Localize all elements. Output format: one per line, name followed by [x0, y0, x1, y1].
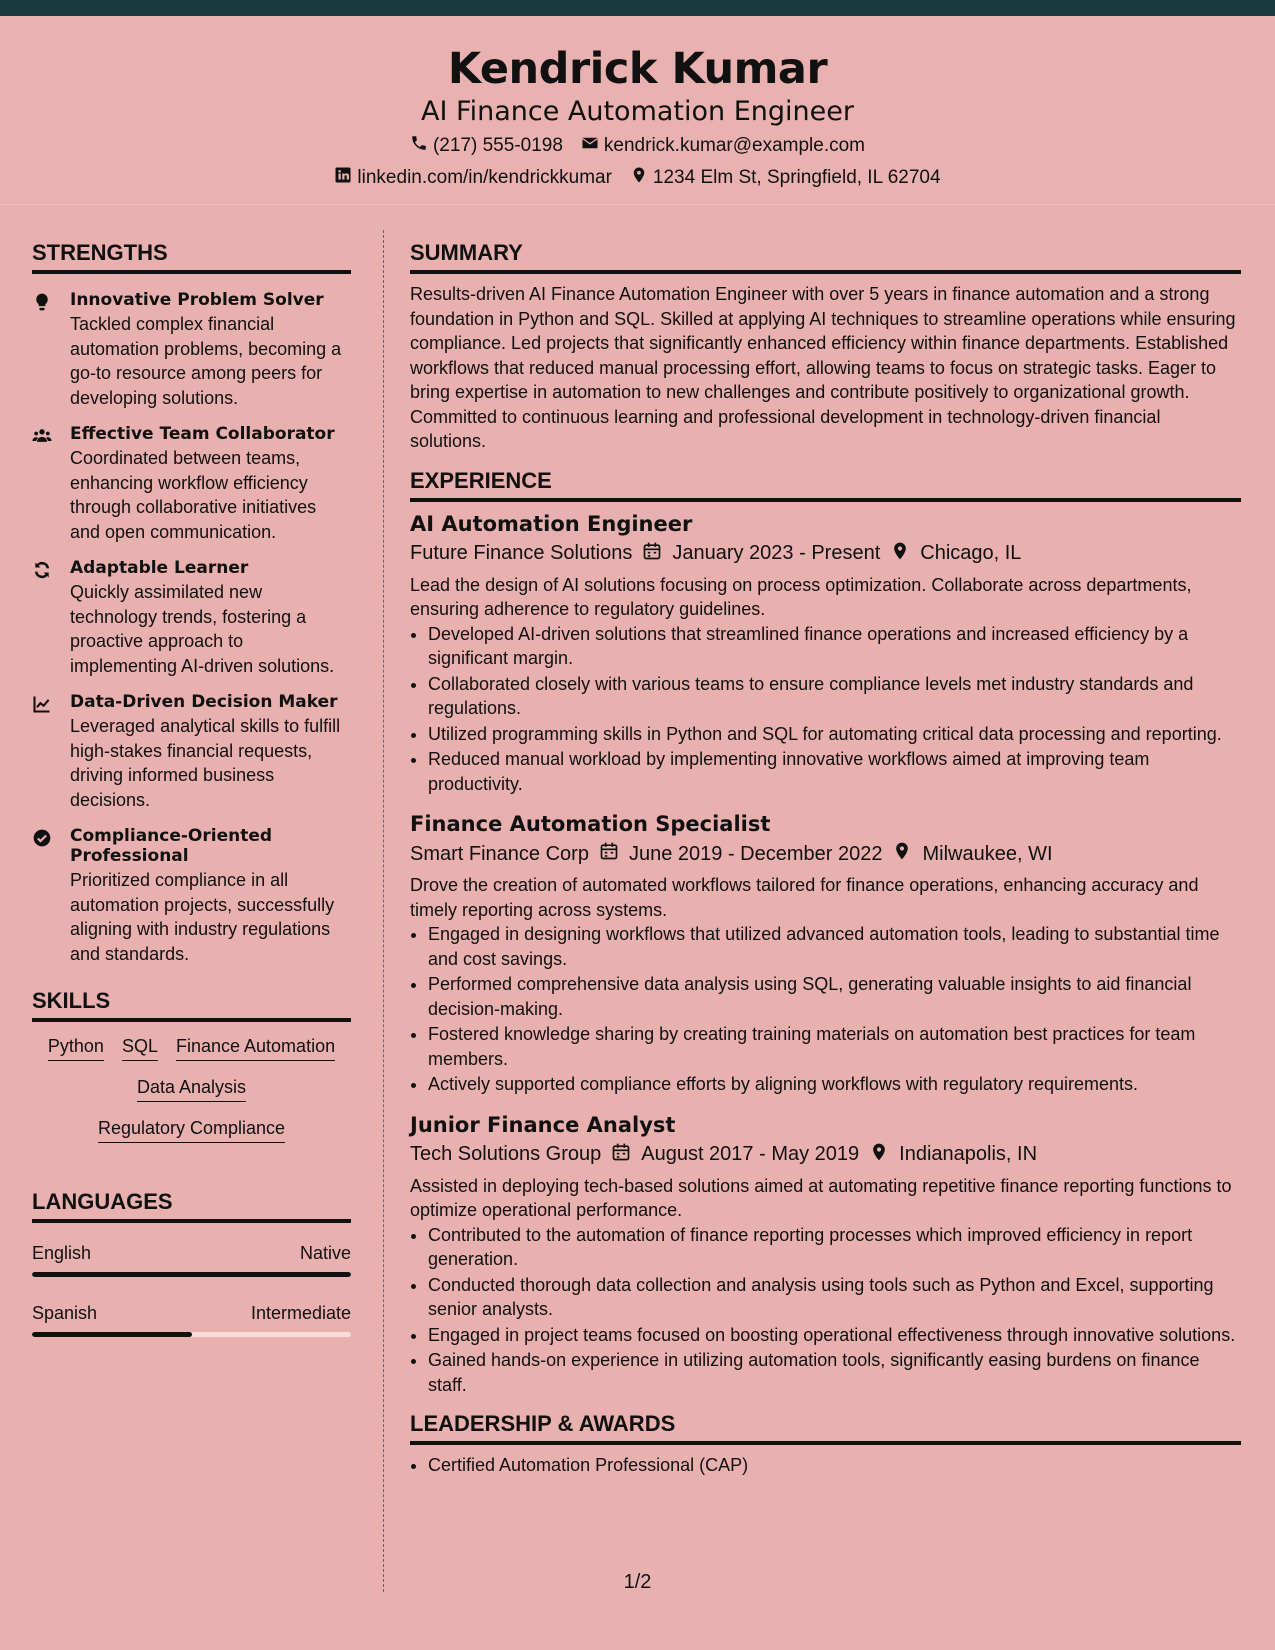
awards-list — [410, 1453, 1241, 1478]
company-name: Tech Solutions Group — [410, 1143, 602, 1165]
strength-title: Adaptable Learner — [70, 558, 249, 578]
strength-text: Quickly assimilated new technology trends, fostering a proactive approach to implementing AI-driven solutions. — [70, 582, 335, 676]
job-entry — [410, 1111, 1241, 1398]
experience-heading: EXPERIENCE — [410, 468, 1241, 502]
job-description: Lead the design of AI solutions focusing on process optimization. Collaborate across departments, ensuring adherence to regulatory guidelines. — [410, 574, 1192, 619]
map-pin-icon — [890, 541, 910, 567]
map-pin-icon — [869, 1142, 889, 1168]
resume-header — [0, 16, 1275, 205]
skill-tag: SQL — [122, 1036, 158, 1061]
phone-contact — [410, 134, 563, 158]
awards-heading: LEADERSHIP & AWARDS — [410, 1411, 1241, 1445]
calendar-icon — [611, 1142, 631, 1168]
job-entry — [410, 510, 1241, 797]
address-text: 1234 Elm St, Springfield, IL 62704 — [652, 167, 941, 188]
strength-title: Compliance-Oriented Professional — [70, 826, 273, 866]
strength-text: Leveraged analytical skills to fulfill high-stakes financial requests, driving informed business decisions. — [70, 716, 341, 810]
job-entry — [410, 810, 1241, 1097]
strength-item — [32, 692, 351, 812]
list-item: • Developed AI-driven solutions that streamlined finance operations and increased efficiency by a significant margin. — [428, 622, 1241, 671]
job-meta — [410, 841, 1241, 867]
language-name: English — [32, 1243, 92, 1263]
top-color-bar — [0, 0, 1275, 16]
strength-text: Tackled complex financial automation problems, becoming a go-to resource among peers for developing solutions. — [70, 314, 342, 408]
company-name: Future Finance Solutions — [410, 542, 633, 564]
proficiency-fill — [32, 1332, 192, 1337]
list-item: • Engaged in project teams focused on boosting operational effectiveness through innovative solutions. — [428, 1323, 1241, 1348]
list-item: • Utilized programming skills in Python and SQL for automating critical data processing and reporting. — [428, 722, 1241, 747]
candidate-name: Kendrick Kumar — [447, 44, 828, 94]
envelope-icon — [581, 134, 599, 158]
phone-text: (217) 555-0198 — [432, 135, 563, 156]
users-icon — [32, 424, 56, 544]
refresh-icon — [32, 558, 56, 678]
check-circle-icon — [32, 826, 56, 966]
job-bullets — [410, 922, 1241, 1097]
skill-tag: Regulatory Compliance — [98, 1118, 285, 1143]
contact-row-1 — [0, 134, 1275, 158]
awards-section — [410, 1411, 1241, 1478]
map-pin-icon — [892, 841, 912, 867]
job-title: Junior Finance Analyst — [410, 1112, 676, 1137]
language-item — [32, 1303, 351, 1337]
list-item: • Fostered knowledge sharing by creating training materials on automation best practices for team members. — [428, 1022, 1241, 1071]
linkedin-icon — [334, 166, 352, 190]
language-level: Native — [299, 1243, 351, 1263]
summary-text: Results-driven AI Finance Automation Engineer with over 5 years in finance automation and a strong foundation in Python and SQL. Skilled at applying AI techniques to streamline operations while ensuring compliance. Led projects that significantly enhanced efficiency within finance departments. Established workflows that reduced manual processing effort, allowing teams to focus on strategic tasks. Eager to bring expertise in automation to new challenges and contribute positively to organizational growth. Committed to continuous learning and professional development in technology-driven financial solutions. — [410, 284, 1236, 451]
language-item — [32, 1243, 351, 1277]
candidate-title: AI Finance Automation Engineer — [421, 96, 854, 127]
language-level: Intermediate — [250, 1303, 351, 1323]
page-number: 1/2 — [623, 1571, 652, 1593]
list-item: • Gained hands-on experience in utilizing automation tools, significantly easing burdens on finance staff. — [428, 1348, 1241, 1397]
job-bullets — [410, 622, 1241, 797]
list-item: • Certified Automation Professional (CAP) — [428, 1453, 1241, 1478]
calendar-icon — [642, 541, 662, 567]
strength-item — [32, 424, 351, 544]
proficiency-fill — [32, 1272, 351, 1277]
line-chart-icon — [32, 692, 56, 812]
strength-title: Innovative Problem Solver — [70, 290, 324, 310]
right-column — [410, 240, 1241, 1478]
job-location: Milwaukee, WI — [922, 842, 1053, 865]
language-name: Spanish — [32, 1303, 98, 1323]
list-item: • Reduced manual workload by implementing innovative workflows aimed at improving team productivity. — [428, 747, 1241, 796]
job-meta — [410, 1142, 1241, 1168]
skills-heading: SKILLS — [32, 988, 351, 1022]
strength-text: Prioritized compliance in all automation projects, successfully aligning with industry regulations and standards. — [70, 870, 335, 964]
strength-title: Data-Driven Decision Maker — [70, 692, 338, 712]
lightbulb-icon — [32, 290, 56, 410]
job-title: Finance Automation Specialist — [410, 812, 771, 836]
language-proficiency-bar — [32, 1272, 351, 1277]
email-contact[interactable] — [581, 134, 865, 158]
company-name: Smart Finance Corp — [410, 842, 589, 865]
column-divider — [383, 230, 384, 1592]
strengths-heading: STRENGTHS — [32, 240, 351, 274]
calendar-icon — [599, 841, 619, 867]
job-bullets — [410, 1223, 1241, 1398]
job-location: Indianapolis, IN — [899, 1143, 1038, 1165]
job-dates: June 2019 - December 2022 — [628, 842, 883, 865]
skill-tag: Python — [48, 1036, 104, 1061]
strength-item — [32, 826, 351, 966]
list-item: • Performed comprehensive data analysis using SQL, generating valuable insights to aid financial decision-making. — [428, 972, 1241, 1021]
job-description: Assisted in deploying tech-based solutions aimed at automating repetitive finance reporting functions to optimize operational performance. — [410, 1175, 1232, 1220]
skill-tag: Finance Automation — [176, 1036, 335, 1061]
skills-list — [32, 1030, 351, 1151]
list-item: • Engaged in designing workflows that utilized advanced automation tools, leading to substantial time and cost savings. — [428, 922, 1241, 971]
list-item: • Conducted thorough data collection and analysis using tools such as Python and Excel, supporting senior analysts. — [428, 1273, 1241, 1322]
job-meta — [410, 541, 1241, 567]
summary-heading: SUMMARY — [410, 240, 1241, 274]
job-location: Chicago, IL — [920, 542, 1022, 564]
address-contact — [630, 166, 941, 190]
left-column — [32, 240, 351, 1377]
job-dates: January 2023 - Present — [672, 542, 881, 564]
list-item: • Collaborated closely with various teams to ensure compliance levels met industry standards and regulations. — [428, 672, 1241, 721]
strength-item — [32, 290, 351, 410]
map-pin-icon — [630, 166, 648, 190]
strength-text: Coordinated between teams, enhancing workflow efficiency through collaborative initiatives and open communication. — [70, 448, 317, 542]
languages-heading: LANGUAGES — [32, 1189, 351, 1223]
skill-tag: Data Analysis — [137, 1077, 246, 1102]
phone-icon — [410, 134, 428, 158]
linkedin-contact[interactable] — [334, 166, 612, 190]
language-proficiency-bar — [32, 1332, 351, 1337]
job-dates: August 2017 - May 2019 — [641, 1143, 860, 1165]
list-item: • Actively supported compliance efforts by aligning workflows with regulatory requirements. — [428, 1072, 1241, 1097]
contact-row-2 — [0, 166, 1275, 190]
job-description: Drove the creation of automated workflows tailored for finance operations, enhancing accuracy and timely reporting across systems. — [410, 875, 1199, 920]
linkedin-text[interactable]: linkedin.com/in/kendrickkumar — [357, 167, 612, 188]
email-text[interactable]: kendrick.kumar@example.com — [603, 135, 866, 156]
strength-item — [32, 558, 351, 678]
job-title: AI Automation Engineer — [410, 511, 693, 536]
strength-title: Effective Team Collaborator — [70, 424, 335, 444]
list-item: • Contributed to the automation of finance reporting processes which improved efficiency in report generation. — [428, 1223, 1241, 1272]
